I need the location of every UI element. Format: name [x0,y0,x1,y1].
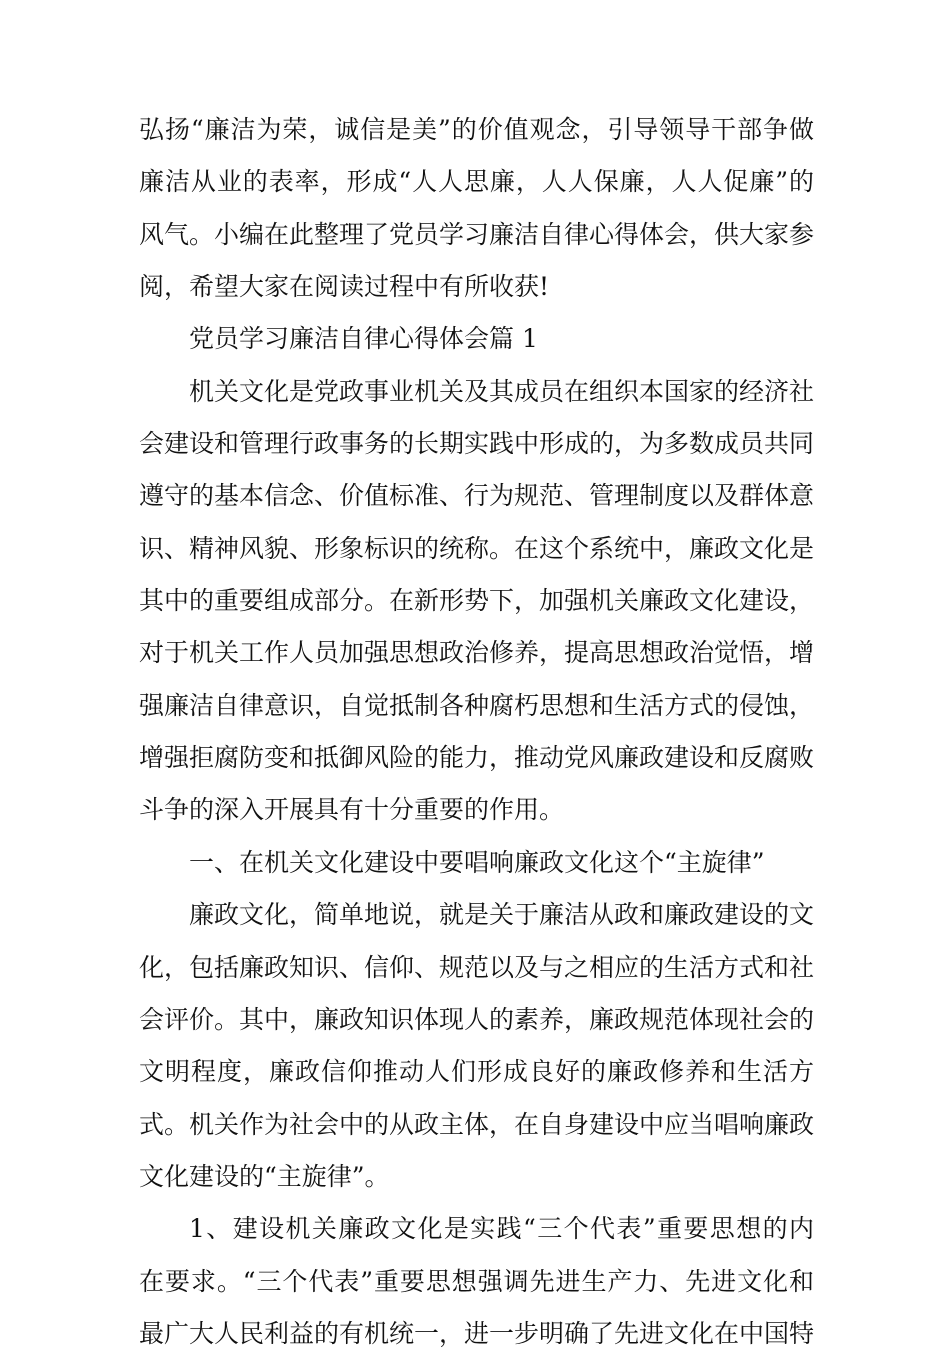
text-line: 对于机关工作人员加强思想政治修养，提高思想政治觉悟，增 [139,638,815,668]
text-line: 式。机关作为社会中的从政主体，在自身建设中应当唱响廉政 [139,1109,815,1139]
text-line: 其中的重要组成部分。在新形势下，加强机关廉政文化建设， [139,586,815,616]
text-line: 廉政文化，简单地说，就是关于廉洁从政和廉政建设的文 [189,900,815,930]
document-body [139,104,814,1360]
text-line: 强廉洁自律意识，自觉抵制各种腐朽思想和生活方式的侵蚀， [139,690,815,720]
text-line: 会建设和管理行政事务的长期实践中形成的，为多数成员共同 [139,429,815,459]
text-line: 党员学习廉洁自律心得体会篇 1 [189,324,538,354]
text-line: 阅，希望大家在阅读过程中有所收获! [139,272,550,302]
text-line: 增强拒腐防变和抵御风险的能力，推动党风廉政建设和反腐败 [139,743,815,773]
text-line: 最广大人民利益的有机统一，进一步明确了先进文化在中国特 [139,1318,815,1348]
text-line: 文明程度，廉政信仰推动人们形成良好的廉政修养和生活方 [139,1057,814,1087]
text-line: 1、建设机关廉政文化是实践“三个代表”重要思想的内 [189,1214,814,1244]
text-line: 机关文化是党政事业机关及其成员在组织本国家的经济社 [189,376,815,406]
text-line: 廉洁从业的表率，形成“人人思廉，人人保廉，人人促廉”的 [139,167,814,197]
text-line: 遵守的基本信念、价值标准、行为规范、管理制度以及群体意 [139,481,815,511]
text-line: 斗争的深入开展具有十分重要的作用。 [139,795,565,825]
text-line: 识、精神风貌、形象标识的统称。在这个系统中，廉政文化是 [139,533,815,563]
text-line: 一、在机关文化建设中要唱响廉政文化这个“主旋律” [189,847,765,877]
text-line: 化，包括廉政知识、信仰、规范以及与之相应的生活方式和社 [139,952,815,982]
text-line: 会评价。其中，廉政知识体现人的素养，廉政规范体现社会的 [139,1004,815,1034]
text-line: 在要求。“三个代表”重要思想强调先进生产力、先进文化和 [139,1266,814,1296]
text-line: 文化建设的“主旋律”。 [139,1161,390,1191]
text-line: 风气。小编在此整理了党员学习廉洁自律心得体会，供大家参 [139,219,815,249]
text-line: 弘扬“廉洁为荣，诚信是美”的价值观念，引导领导干部争做 [139,115,814,144]
